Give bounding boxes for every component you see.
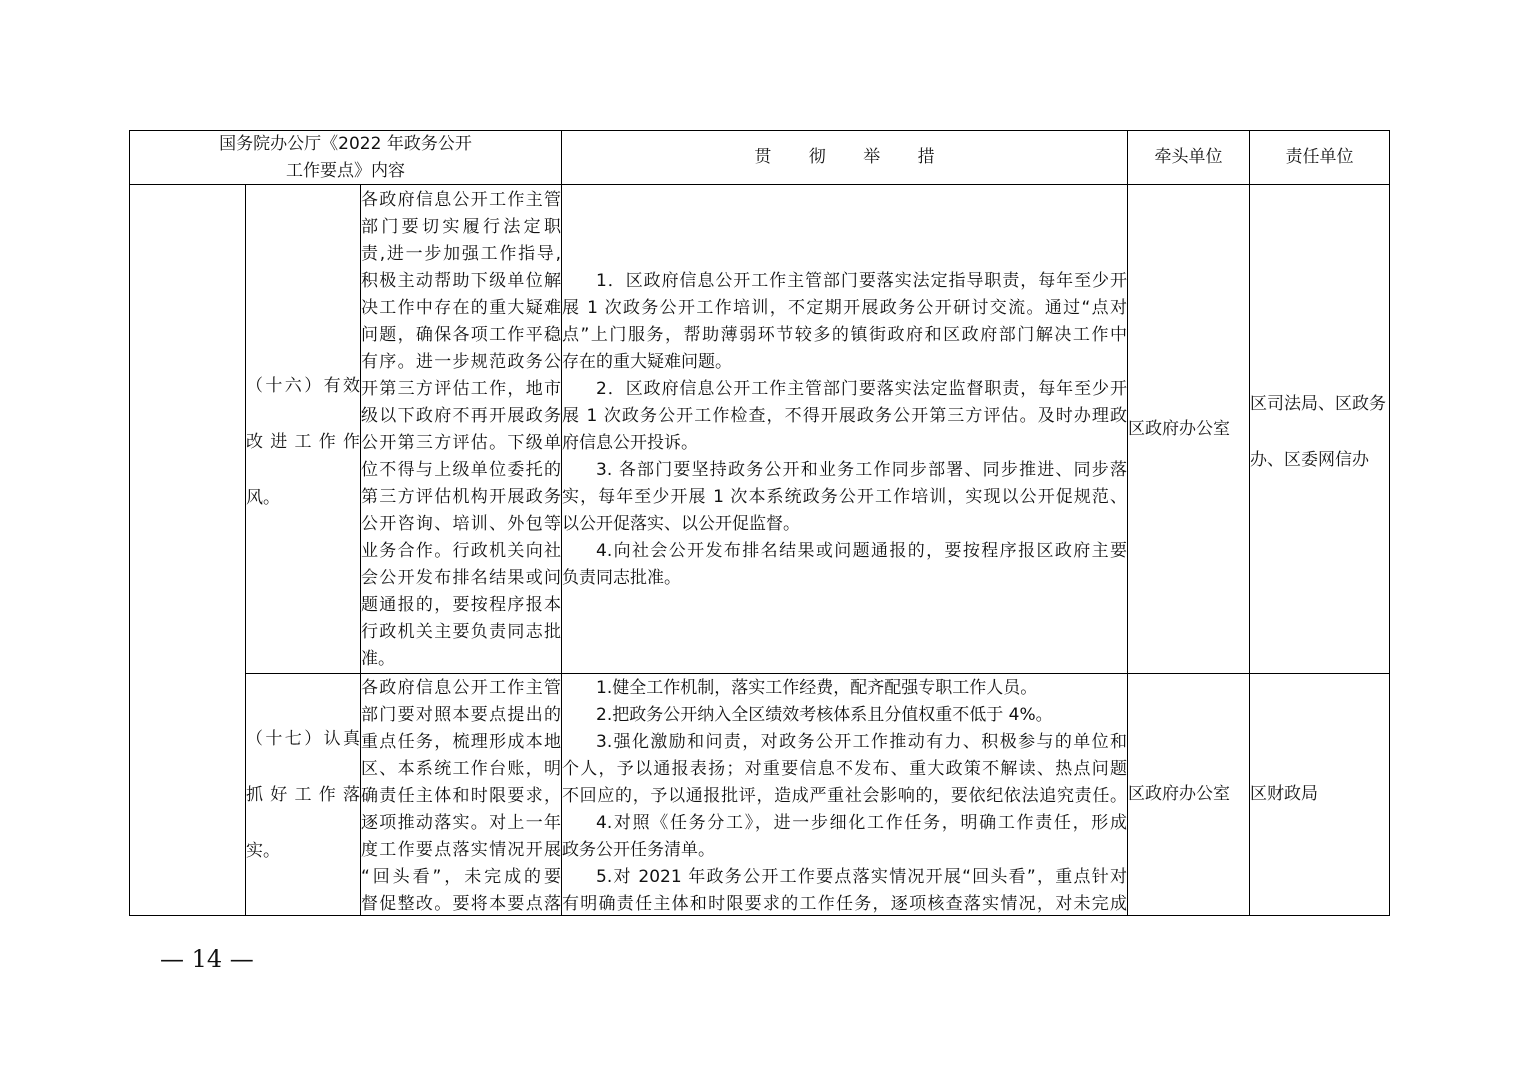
- row16-title-line: 改进工作作: [246, 432, 360, 452]
- row16-measure-line: 点”上门服务，帮助薄弱环节较多的镇街政府和区政府部门解决工作中: [562, 325, 1127, 345]
- row17-content-line: 区、本系统工作台账，明: [361, 759, 561, 779]
- row17-title-line: 实。: [246, 841, 280, 861]
- row17-measure-line: 不回应的，予以通报批评，造成严重社会影响的，要依纪依法追究责任。: [562, 786, 1127, 806]
- row16-content-line: 公开咨询、培训、外包等: [361, 514, 561, 534]
- row16-content-line: 问题，确保各项工作平稳: [361, 325, 561, 345]
- row16-responsible-cell: [1250, 376, 1389, 488]
- row16-content-line: 准。: [361, 649, 395, 669]
- row16-content-line: 责,进一步加强工作指导,: [361, 244, 561, 264]
- row16-responsible-line: 区司法局、区政务: [1250, 394, 1386, 414]
- task-table: [129, 130, 1390, 916]
- row16-content-line: 会公开发布排名结果或问: [361, 568, 561, 588]
- row17-title-line: （十七）认真: [246, 729, 360, 749]
- row16-title-line: 风。: [246, 488, 280, 508]
- row16-content-line: 行政机关主要负责同志批: [361, 622, 561, 642]
- row17-content-line: 各政府信息公开工作主管: [361, 678, 561, 698]
- header-measures-label: 贯彻举措: [754, 147, 972, 167]
- row17-measure-line: 个人，予以通报表扬；对重要信息不发布、重大政策不解读、热点问题: [562, 759, 1127, 779]
- row16-content-line: 部门要切实履行法定职: [361, 217, 561, 237]
- row16-content-line: 决工作中存在的重大疑难: [361, 298, 561, 318]
- row16-content-cell: [361, 187, 561, 673]
- header-measures-cell: [562, 131, 1127, 184]
- row17-measure-line: 5.对 2021 年政务公开工作要点落实情况开展“回头看”，重点针对: [596, 867, 1127, 887]
- row17-content-line: 督促整改。要将本要点落: [361, 894, 561, 914]
- row17-content-line: 部门要对照本要点提出的: [361, 705, 561, 725]
- header-requirements-cell: [130, 131, 561, 184]
- row16-content-line: 公开第三方评估。下级单: [361, 433, 561, 453]
- row17-measure-line: 政务公开任务清单。: [562, 840, 715, 860]
- row17-measure-line: 1.健全工作机制，落实工作经费，配齐配强专职工作人员。: [596, 678, 1038, 698]
- row16-measure-line: 实，每年至少开展 1 次本系统政务公开工作培训，实现以公开促规范、: [562, 487, 1127, 507]
- row17-title-cell: [246, 711, 360, 879]
- row16-measure-line: 以公开促落实、以公开促监督。: [562, 514, 800, 534]
- row16-measures-cell: [562, 268, 1127, 592]
- header-lead-label: 牵头单位: [1154, 147, 1223, 167]
- row17-responsible-line: 区财政局: [1250, 784, 1318, 804]
- row17-content-line: 确责任主体和时限要求，: [361, 786, 561, 806]
- page-number: — 14 —: [160, 945, 254, 973]
- row16-measure-line: 3. 各部门要坚持政务公开和业务工作同步部署、同步推进、同步落: [596, 460, 1127, 480]
- header-responsible-cell: [1250, 131, 1389, 184]
- row17-content-cell: [361, 675, 561, 915]
- row16-content-line: 第三方评估机构开展政务: [361, 487, 561, 507]
- row17-measure-line: 3.强化激励和问责，对政务公开工作推动有力、积极参与的单位和: [596, 732, 1127, 752]
- row16-content-line: 位不得与上级单位委托的: [361, 460, 561, 480]
- row17-measure-line: 4.对照《任务分工》，进一步细化工作任务，明确工作责任，形成: [596, 813, 1127, 833]
- row16-measure-line: 2．区政府信息公开工作主管部门要落实法定监督职责，每年至少开: [596, 379, 1127, 399]
- row16-content-line: 积极主动帮助下级单位解: [361, 271, 561, 291]
- row16-content-line: 级以下政府不再开展政务: [361, 406, 561, 426]
- row17-title-line: 抓好工作落: [246, 785, 360, 805]
- header-requirements-line2: 工作要点》内容: [285, 160, 405, 181]
- row16-content-line: 有序。进一步规范政务公: [361, 352, 561, 372]
- row16-measure-line: 展 1 次政务公开工作检查，不得开展政务公开第三方评估。及时办理政: [562, 406, 1127, 426]
- header-lead-cell: [1128, 131, 1249, 184]
- row16-lead-unit: 区政府办公室: [1128, 418, 1230, 439]
- row17-measures-cell: [562, 675, 1127, 915]
- row16-content-line: 题通报的，要按程序报本: [361, 595, 561, 615]
- row17-measure-line: 2.把政务公开纳入全区绩效考核体系且分值权重不低于 4%。: [596, 705, 1053, 725]
- row16-title-cell: [246, 358, 360, 526]
- row17-content-line: 重点任务，梳理形成本地: [361, 732, 561, 752]
- header-requirements-line1: 国务院办公厅《2022 年政务公开: [219, 133, 472, 154]
- header-responsible-label: 责任单位: [1285, 147, 1354, 167]
- row17-lead-unit: 区政府办公室: [1128, 784, 1230, 804]
- row17-content-line: 逐项推动落实。对上一年: [361, 813, 561, 833]
- row16-measure-line: 存在的重大疑难问题。: [562, 352, 732, 372]
- row17-measure-line: 有明确责任主体和时限要求的工作任务，逐项核查落实情况，对未完成: [562, 894, 1127, 914]
- row16-measure-line: 展 1 次政务公开工作培训，不定期开展政务公开研讨交流。通过“点对: [562, 298, 1127, 318]
- row17-content-line: 度工作要点落实情况开展: [361, 840, 561, 860]
- row16-content-line: 开第三方评估工作，地市: [361, 379, 561, 399]
- row16-responsible-line: 办、区委网信办: [1250, 450, 1369, 470]
- row16-measure-line: 负责同志批准。: [562, 568, 681, 588]
- row16-measure-line: 1．区政府信息公开工作主管部门要落实法定指导职责，每年至少开: [596, 271, 1127, 291]
- row16-content-line: 业务合作。行政机关向社: [361, 541, 561, 561]
- row17-content-line: “回头看”，未完成的要: [361, 867, 561, 887]
- row16-title-line: （十六）有效: [246, 376, 360, 396]
- row16-lead-cell: [1128, 185, 1249, 673]
- row16-measure-line: 府信息公开投诉。: [562, 433, 698, 453]
- row16-measure-line: 4.向社会公开发布排名结果或问题通报的，要按程序报区政府主要: [596, 541, 1127, 561]
- row17-responsible-cell: [1250, 674, 1389, 915]
- row16-content-line: 各政府信息公开工作主管: [361, 190, 561, 210]
- row17-lead-cell: [1128, 674, 1249, 915]
